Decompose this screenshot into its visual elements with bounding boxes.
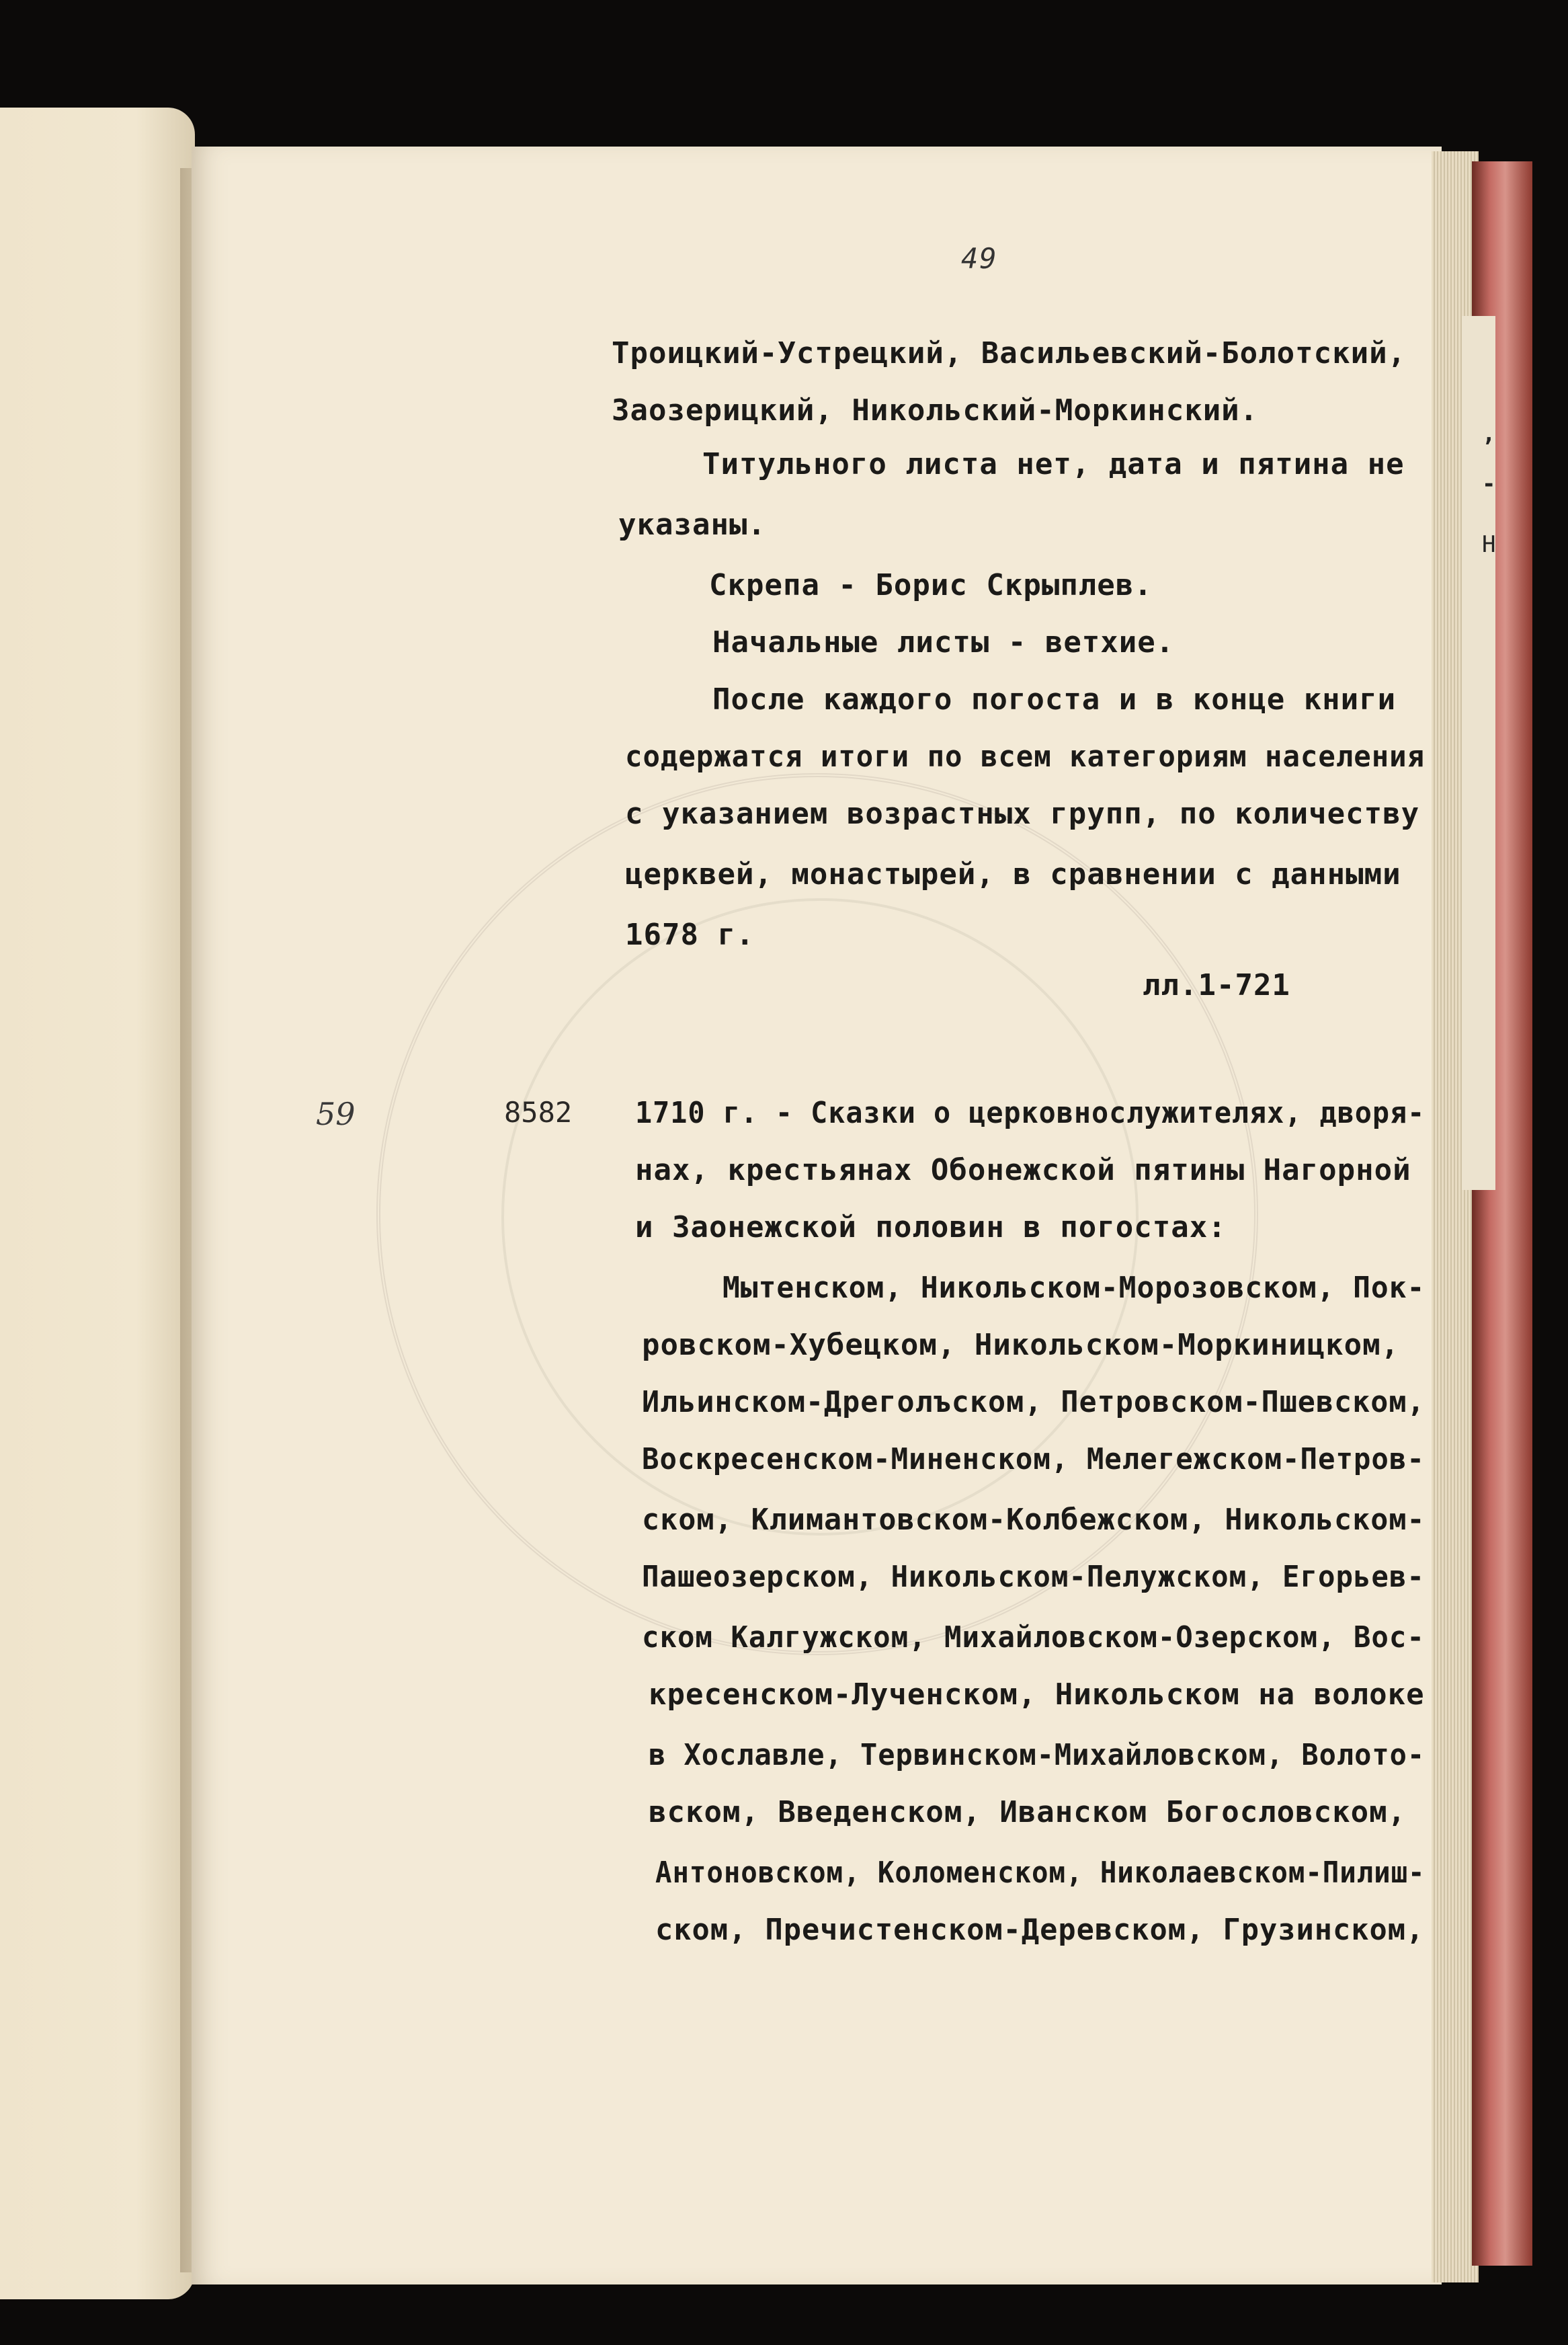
text-line: церквей, монастырей, в сравнении с данными	[625, 857, 1401, 891]
text-line: Троицкий-Устрецкий, Васильевский-Болотский,	[612, 336, 1407, 370]
left-page	[0, 108, 195, 2299]
text-line: нах, крестьянах Обонежской пятины Нагорной	[635, 1153, 1411, 1187]
text-line: ском Калгужском, Михайловском-Озерском, Вос-	[642, 1620, 1425, 1655]
text-line: 1678 г.	[625, 918, 755, 952]
text-line: указаны.	[618, 508, 766, 542]
text-line: вском, Введенском, Иванском Богословском,	[649, 1795, 1407, 1829]
text-line: Воскресенском-Миненском, Мелегежском-Петров-	[642, 1442, 1425, 1476]
text-line: и Заонежской половин в погостах:	[635, 1210, 1227, 1244]
text-line: с указанием возрастных групп, по количеству	[625, 797, 1420, 831]
text-line: 1710 г. - Сказки о церковнослужителях, дворя-	[635, 1096, 1426, 1130]
text-line: ровском-Хубецком, Никольском-Моркиницком,	[642, 1328, 1400, 1362]
side-mark-letter: Н	[1482, 531, 1496, 558]
folio-range: лл.1-721	[1143, 968, 1290, 1002]
text-line: в Хославле, Тервинском-Михайловском, Волото-	[649, 1738, 1426, 1772]
side-mark-comma: ,	[1482, 420, 1496, 447]
text-line: Начальные листы - ветхие.	[712, 625, 1175, 660]
cover-label-strip	[1462, 316, 1495, 1190]
text-line: Мытенском, Никольском-Морозовском, Пок-	[723, 1271, 1426, 1305]
text-line: кресенском-Лученском, Никольском на волоке	[649, 1677, 1425, 1712]
text-line: Пашеозерском, Никольском-Пелужском, Егорьев-	[642, 1560, 1425, 1594]
text-line: содержатся итоги по всем категориям населения	[625, 740, 1426, 774]
margin-handwritten-number: 59	[316, 1096, 356, 1132]
text-line: После каждого погоста и в конце книги	[712, 682, 1397, 717]
text-line: ском, Пречистенском-Деревском, Грузинском,	[655, 1913, 1425, 1947]
page-number: 49	[961, 242, 998, 275]
side-mark-dash: -	[1482, 471, 1496, 498]
text-line: Заозерицкий, Никольский-Моркинский.	[612, 393, 1259, 428]
text-line: Титульного листа нет, дата и пятина не	[702, 447, 1405, 481]
text-line: Ильинском-Дреголъском, Петровском-Пшевском,	[642, 1385, 1426, 1419]
entry-number: 8582	[504, 1096, 573, 1129]
text-line: Скрепа - Борис Скрыплев.	[709, 568, 1153, 602]
text-line: Антоновском, Коломенском, Николаевском-Пилиш-	[655, 1856, 1426, 1890]
text-line: ском, Климантовском-Колбежском, Никольском-	[642, 1503, 1426, 1537]
